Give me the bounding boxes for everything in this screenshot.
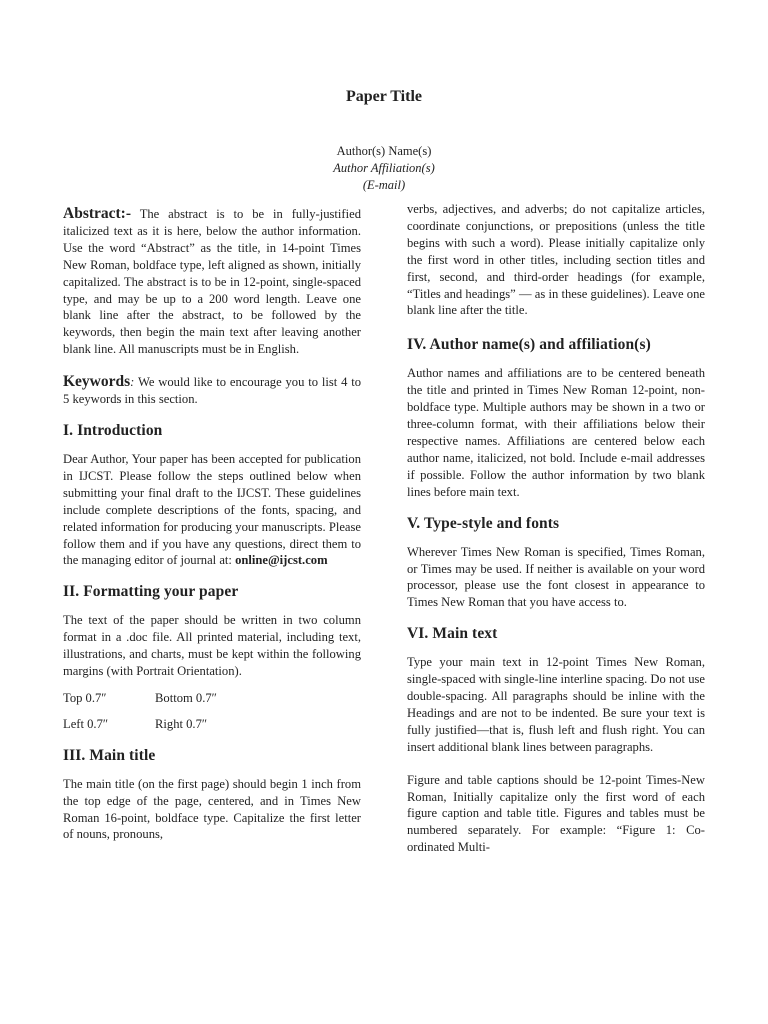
- margins-list: [63, 690, 361, 733]
- paper-title: Paper Title: [346, 88, 422, 105]
- section-heading-introduction: I. Introduction: [63, 421, 163, 439]
- abstract-label: Abstract:-: [63, 205, 132, 222]
- introduction-text: Dear Author, Your paper has been accepted for publication in IJCST. Please follow the steps outlined below when submitting your final draft to the IJCST. These guidelines include complete descriptions of the fonts, spacing, and related information for producing your manuscripts. Please follow them and if you have any questions, direct them to the managing editor of journal at:: [63, 451, 361, 568]
- captions-paragraph: Figure and table captions should be 12-point Times-New Roman, Initially capitalize only the first word of each figure caption and table title. Figures and tables must be numbered separately. For example: “Figure 1: Co-ordinated Multi-: [407, 772, 705, 855]
- margin-left: Left 0.7″: [63, 716, 109, 731]
- contact-email-link[interactable]: online@ijcst.com: [235, 553, 328, 568]
- right-column: [407, 201, 705, 856]
- author-names-paragraph: Author names and affiliations are to be centered beneath the title and printed in Times New Roman 12-point, non-boldface type. Multiple authors may be shown in a two or three-column format, with their affiliations below their respective names. Affiliations are centered below each author name, italicized, not bold. Include e-mail addresses if possible. Follow the author information by two blank lines before main text.: [407, 366, 705, 499]
- section-heading-main-text: VI. Main text: [407, 625, 498, 643]
- main-text-paragraph: Type your main text in 12-point Times New Roman, single-spaced with single-line interline spacing. Do not use double-spacing. All paragraphs should be inline with the Headings and are not to be indented. Be sure your text is fully justified—that is, flush left and flush right. You can insert additional blank lines between paragraphs.: [407, 655, 705, 754]
- keywords-paragraph: [63, 374, 361, 408]
- margin-right: Right 0.7″: [155, 716, 208, 731]
- keywords-label: Keywords: [63, 373, 131, 391]
- margin-top: Top 0.7″: [63, 690, 107, 705]
- section-heading-formatting: II. Formatting your paper: [63, 583, 239, 601]
- author-email: (E-mail): [362, 178, 406, 192]
- author-affiliation: Author Affiliation(s): [333, 161, 435, 175]
- main-title-paragraph-continued: verbs, adjectives, and adverbs; do not capitalize articles, coordinate conjunctions, or prepositions (unless the title begins with such a word). Please initially capitalize only the first word in other titles, including section titles and first, second, and third-order headings (for example, “Titles and headings” — as in these guidelines). Leave one blank line after the title.: [407, 202, 705, 318]
- section-heading-author-names: IV. Author name(s) and affiliation(s): [407, 336, 651, 354]
- left-column: [63, 206, 361, 843]
- author-names: Author(s) Name(s): [336, 144, 432, 158]
- section-heading-typestyle: V. Type-style and fonts: [407, 514, 560, 532]
- author-block: [0, 143, 768, 194]
- margin-bottom: Bottom 0.7″: [155, 690, 217, 705]
- introduction-paragraph: [63, 451, 361, 569]
- formatting-paragraph: The text of the paper should be written in two column format in a .doc file. All printed material, including text, illustrations, and charts, must be kept within the following margins (with Portrait Orientation).: [63, 613, 361, 679]
- abstract-text: The abstract is to be in fully-justified italicized text as it is here, below the author information. Use the word “Abstract” as the title, in 14-point Times New Roman, boldface type, left aligned as shown, initially capitalized. The abstract is to be in 12-point, single-spaced type, and may be up to a 200 word length. Leave one blank line after the abstract, to be followed by the keywords, then begin the main text after leaving another blank line. All manuscripts must be in English.: [63, 207, 361, 357]
- section-heading-main-title: III. Main title: [63, 746, 156, 764]
- keywords-colon: :: [130, 375, 135, 390]
- main-title-paragraph: The main title (on the first page) should begin 1 inch from the top edge of the page, centered, and in Times New Roman 16-point, boldface type. Capitalize the first letter of nouns, pronouns,: [63, 776, 361, 842]
- abstract-paragraph: [63, 206, 361, 358]
- typestyle-paragraph: Wherever Times New Roman is specified, Times Roman, or Times may be used. If neither is available on your word processor, please use the font closest in appearance to Times New Roman that you have access to.: [407, 544, 705, 610]
- keywords-text: We would like to encourage you to list 4 to 5 keywords in this section.: [63, 375, 361, 407]
